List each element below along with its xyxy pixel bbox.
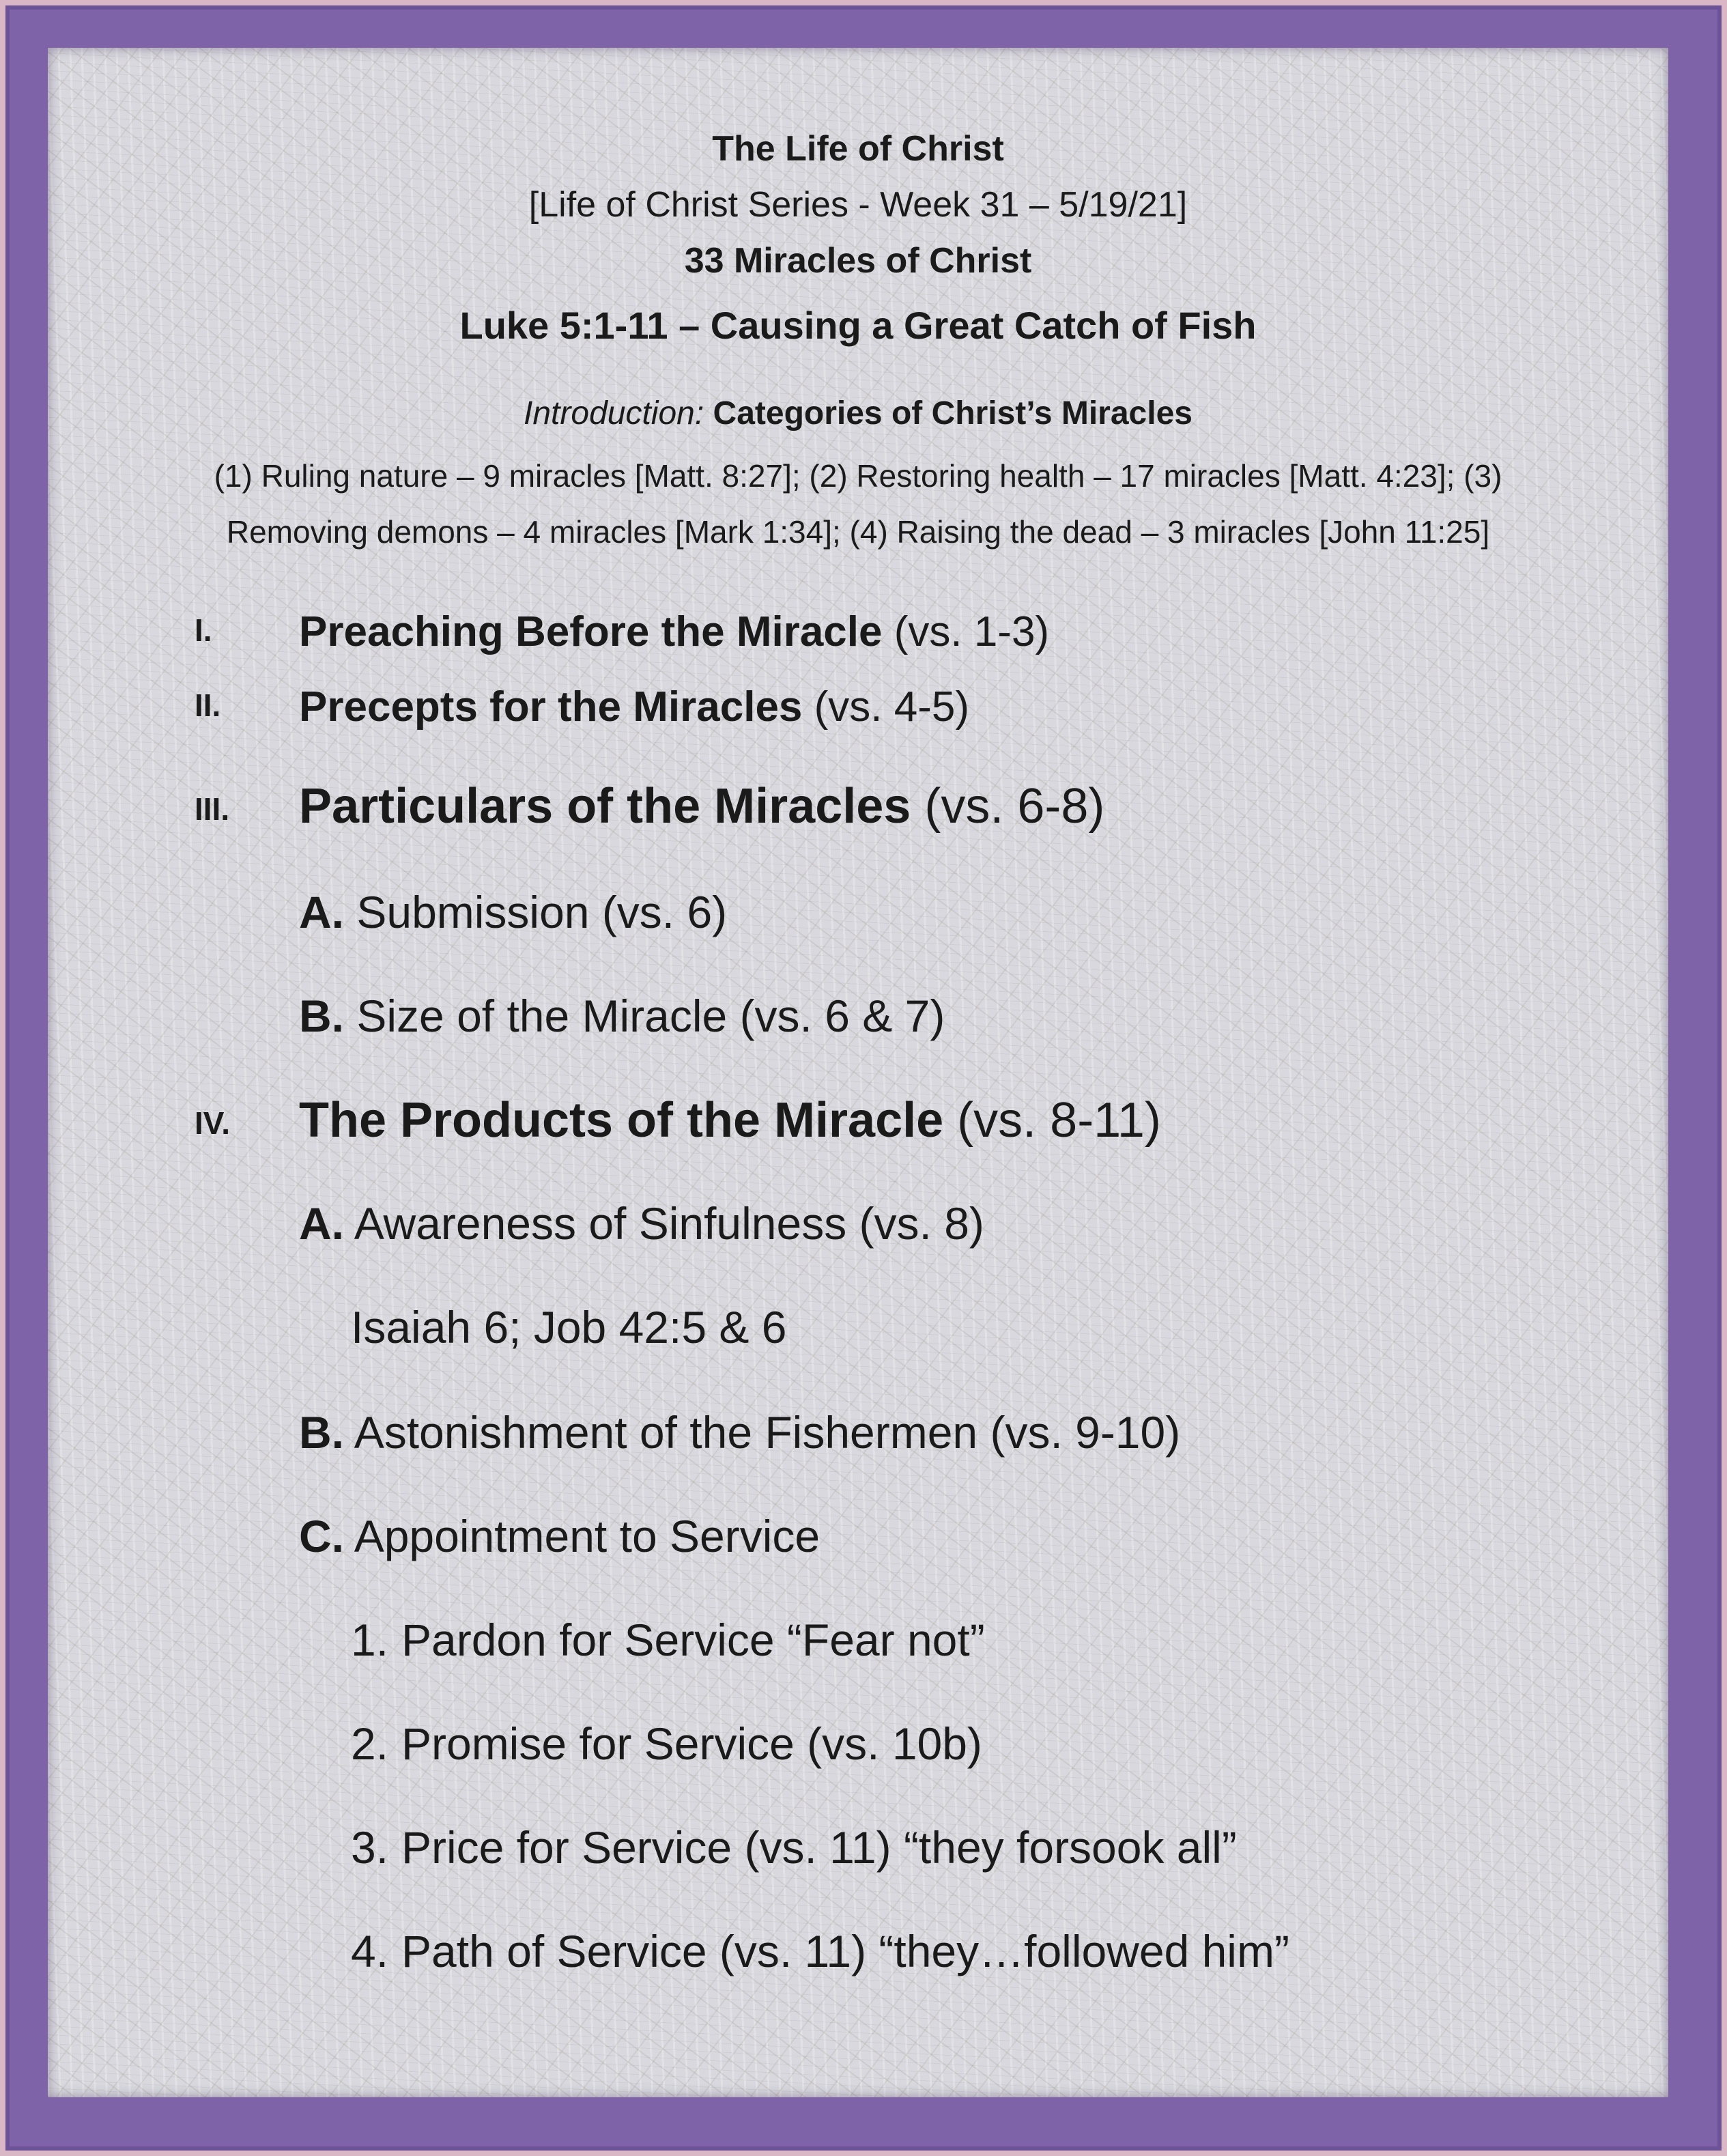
item-number: 4. <box>351 1926 389 1976</box>
list-item <box>351 1718 982 1770</box>
item-number: 2. <box>351 1718 389 1769</box>
point-ref: (vs. 6-8) <box>911 779 1105 834</box>
subpoint-letter: C. <box>299 1511 344 1561</box>
item-number: 3. <box>351 1822 389 1873</box>
subpoint-letter: B. <box>299 991 344 1041</box>
item-text: Path of Service (vs. 11) “they…followed him” <box>401 1926 1289 1976</box>
intro-label: Introduction: <box>524 395 704 431</box>
item-text: Promise for Service (vs. 10b) <box>401 1718 982 1769</box>
subpoint-3a <box>299 886 727 938</box>
page-title: The Life of Christ <box>712 129 1004 169</box>
subpoint-text: Astonishment of the Fishermen (vs. 9-10) <box>344 1407 1181 1458</box>
scripture-note: Isaiah 6; Job 42:5 & 6 <box>351 1302 787 1352</box>
roman-numeral: IV. <box>195 1105 231 1141</box>
point-text <box>299 608 1049 656</box>
roman-numeral: II. <box>195 687 221 723</box>
subpoint-text: Size of the Miracle (vs. 6 & 7) <box>344 991 945 1041</box>
point-text <box>299 778 1104 834</box>
point-heading: Particulars of the Miracles <box>299 779 911 834</box>
intro-title: Categories of Christ’s Miracles <box>713 395 1193 431</box>
subpoint-letter: A. <box>299 1198 344 1249</box>
list-item <box>351 1614 985 1666</box>
point-heading: Precepts for the Miracles <box>299 683 803 731</box>
point-ref: (vs. 1-3) <box>882 608 1050 655</box>
passage-title: Luke 5:1-11 – Causing a Great Catch of Fish <box>459 304 1257 347</box>
subpoint-text: Appointment to Service <box>344 1511 820 1561</box>
subtitle: 33 Miracles of Christ <box>684 241 1032 281</box>
categories-line-2: Removing demons – 4 miracles [Mark 1:34]; (4) Raising the dead – 3 miracles [John 11:25] <box>226 514 1490 550</box>
subpoint-text: Awareness of Sinfulness (vs. 8) <box>344 1198 984 1249</box>
outline-sheet <box>48 48 1668 2097</box>
point-heading: Preaching Before the Miracle <box>299 608 883 655</box>
subpoint-letter: A. <box>299 887 344 937</box>
list-item <box>351 1821 1237 1873</box>
subpoint-text: Submission (vs. 6) <box>344 887 728 937</box>
subpoint-4a <box>299 1197 984 1249</box>
intro-heading <box>48 395 1668 432</box>
item-text: Price for Service (vs. 11) “they forsook all” <box>401 1822 1237 1873</box>
roman-numeral: III. <box>195 791 230 827</box>
subpoint-4c <box>299 1510 820 1562</box>
subpoint-letter: B. <box>299 1407 344 1458</box>
point-text <box>299 1092 1161 1148</box>
list-item <box>351 1925 1289 1977</box>
series-line: [Life of Christ Series - Week 31 – 5/19/21] <box>528 185 1188 225</box>
point-heading: The Products of the Miracle <box>299 1093 944 1148</box>
point-ref: (vs. 4-5) <box>802 683 969 731</box>
subpoint-3b <box>299 990 945 1042</box>
item-number: 1. <box>351 1615 389 1665</box>
point-text <box>299 683 969 731</box>
point-ref: (vs. 8-11) <box>943 1093 1161 1148</box>
roman-numeral: I. <box>195 612 212 648</box>
item-text: Pardon for Service “Fear not” <box>401 1615 985 1665</box>
categories-text <box>48 448 1668 560</box>
subpoint-4b <box>299 1406 1180 1458</box>
categories-line-1: (1) Ruling nature – 9 miracles [Matt. 8:27]; (2) Restoring health – 17 miracles [Matt. 4:23]; (3) <box>214 458 1502 494</box>
